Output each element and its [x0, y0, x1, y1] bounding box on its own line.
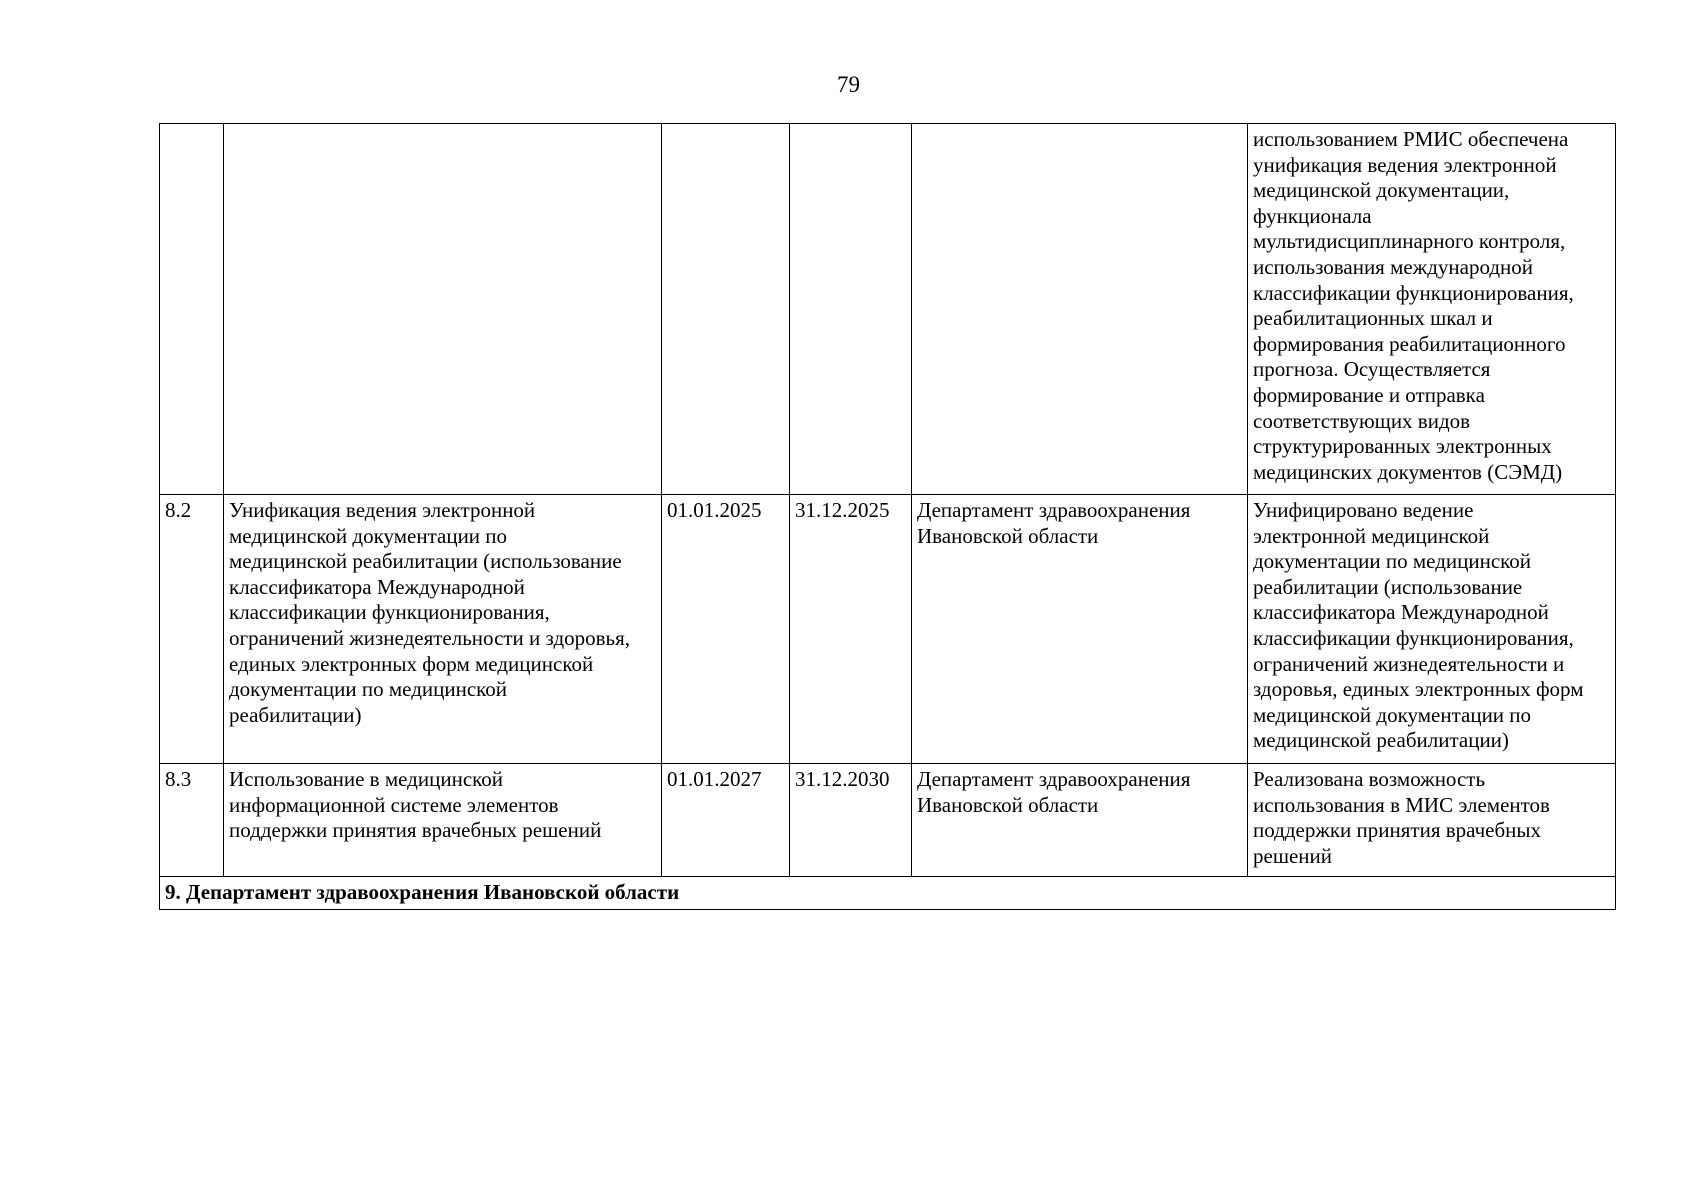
cell-responsible: Департамент здравоохранения Ивановской области	[912, 495, 1248, 764]
cell-end-date	[790, 124, 912, 495]
table-row	[160, 495, 1616, 764]
cell-end-date: 31.12.2030	[790, 764, 912, 877]
cell-end-date: 31.12.2025	[790, 495, 912, 764]
cell-result: Реализована возможность использования в МИС элементов поддержки принятия врачебных решений	[1248, 764, 1616, 877]
section-heading-row	[160, 877, 1616, 910]
cell-number: 8.2	[160, 495, 224, 764]
cell-result: Унифицировано ведение электронной медицинской документации по медицинской реабилитации (использование классификатора Международной классификации функционирования, ограничений жизнедеятельности и здоровья, единых электронных форм медицинской документации по медицинской реабилитации)	[1248, 495, 1616, 764]
cell-event: Унификация ведения электронной медицинской документации по медицинской реабилитации (использование классификатора Международной классификации функционирования, ограничений жизнедеятельности и здоровья, единых электронных форм медицинской документации по медицинской реабилитации)	[224, 495, 662, 764]
table-row	[160, 124, 1616, 495]
cell-responsible: Департамент здравоохранения Ивановской области	[912, 764, 1248, 877]
cell-responsible	[912, 124, 1248, 495]
table-row	[160, 764, 1616, 877]
cell-number: 8.3	[160, 764, 224, 877]
cell-result: использованием РМИС обеспечена унификация ведения электронной медицинской документации, функционала мультидисциплинарного контроля, использования международной классификации функционирования, реабилитационных шкал и формирования реабилитационного прогноза. Осуществляется формирование и отправка соответствующих видов структурированных электронных медицинских документов (СЭМД)	[1248, 124, 1616, 495]
cell-start-date: 01.01.2025	[662, 495, 790, 764]
cell-event: Использование в медицинской информационной системе элементов поддержки принятия врачебных решений	[224, 764, 662, 877]
measures-table	[159, 123, 1616, 910]
cell-event	[224, 124, 662, 495]
cell-start-date	[662, 124, 790, 495]
section-heading: 9. Департамент здравоохранения Ивановской области	[160, 877, 1616, 910]
cell-start-date: 01.01.2027	[662, 764, 790, 877]
page-number: 79	[837, 72, 860, 97]
cell-number	[160, 124, 224, 495]
